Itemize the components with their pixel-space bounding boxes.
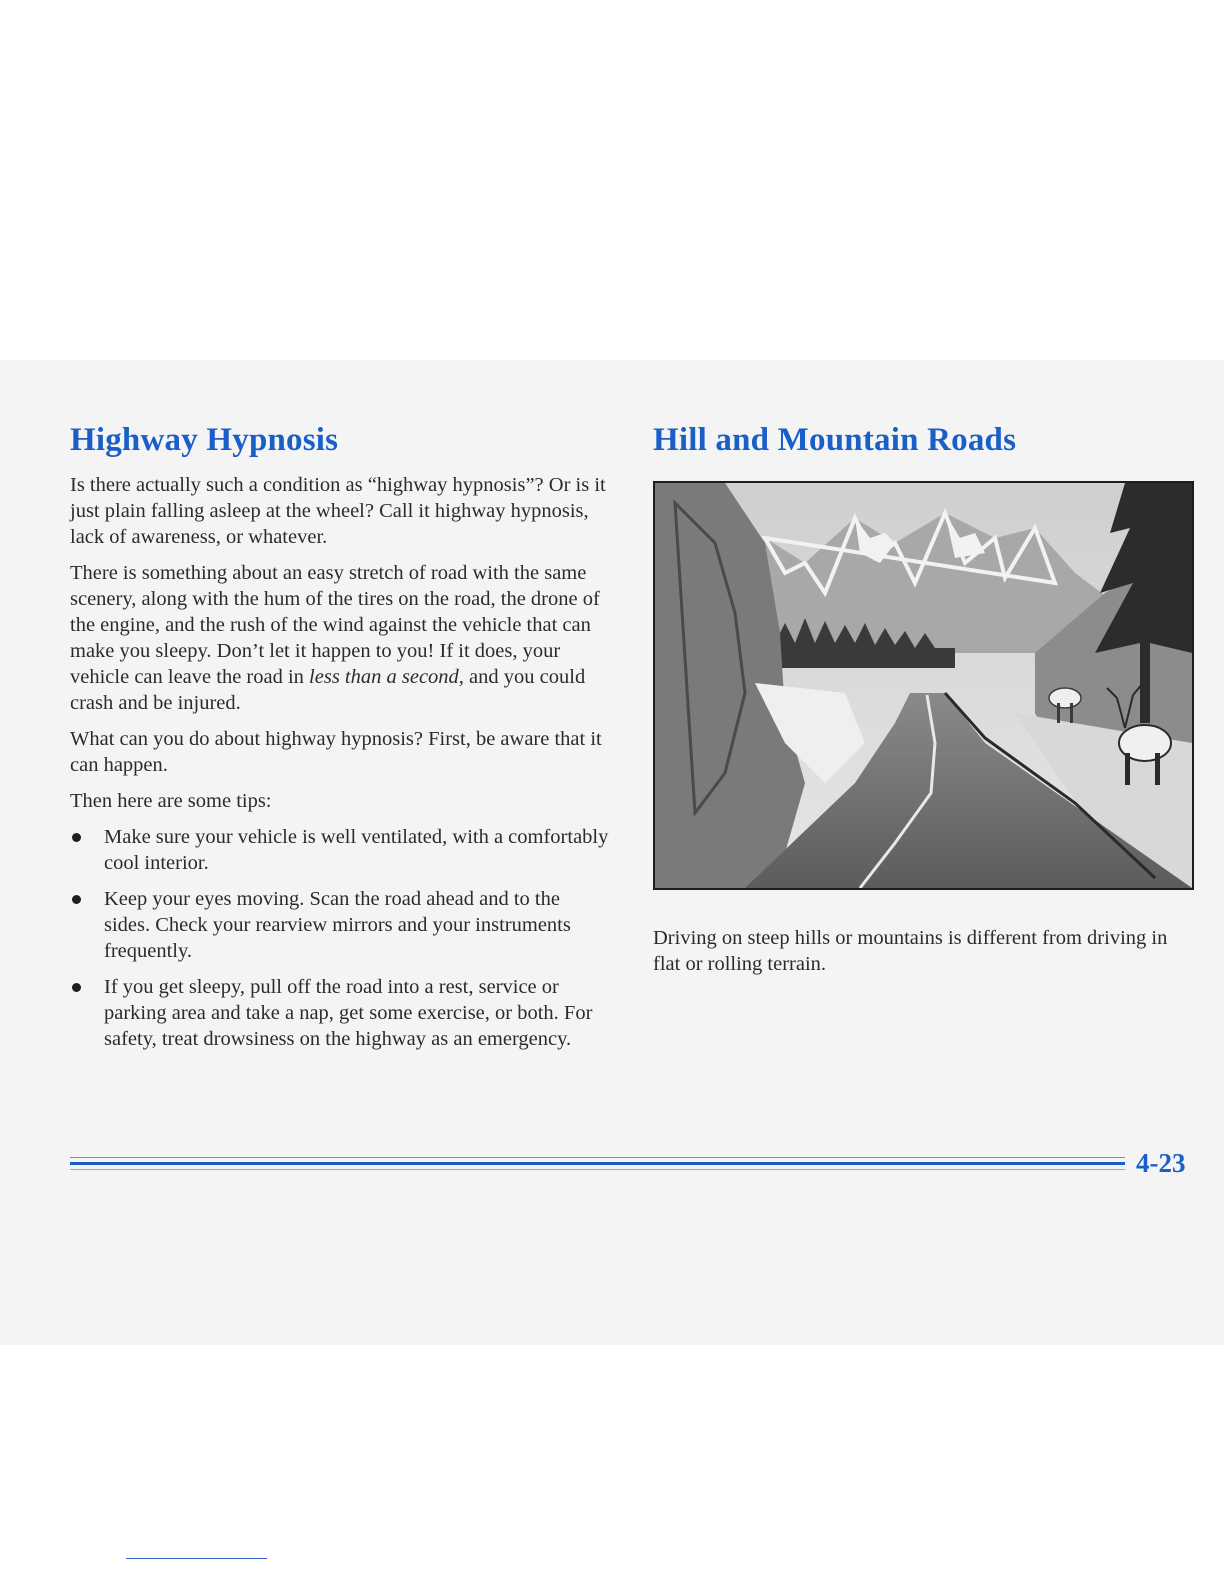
paragraph-tips-intro: Then here are some tips: <box>70 790 272 812</box>
figure-caption <box>653 925 1193 977</box>
bullet-icon <box>72 983 81 992</box>
footer-rule-thick <box>70 1162 1125 1165</box>
left-body <box>70 472 610 1052</box>
footer-rule-thin-bottom <box>70 1169 1125 1170</box>
mountain-road-drawing <box>655 483 1192 888</box>
list-item <box>70 824 610 876</box>
tips-list <box>70 824 610 1052</box>
bullet-icon <box>72 895 81 904</box>
mountain-road-illustration <box>653 481 1194 890</box>
paragraph-sleepy <box>70 560 610 716</box>
section-heading-highway-hypnosis: Highway Hypnosis <box>70 422 339 458</box>
caption-text: Driving on steep hills or mountains is different from driving in flat or rolling terrain. <box>653 927 1168 975</box>
paragraph-intro: Is there actually such a condition as “highway hypnosis”? Or is it just plain falling asleep at the wheel? Call it highway hypnosis, lack of awareness, or whatever. <box>70 474 606 548</box>
paragraph-sleepy-text-a: There is something about an easy stretch of road with the same scenery, along with the hum of the tires on the road, the drone of the engine, and the rush of the wind against the vehicle that can make you sleepy. Don’t let it happen to you! If it does, your vehicle can leave the road in <box>70 562 600 688</box>
paragraph-what-can-you-do: What can you do about highway hypnosis? First, be aware that it can happen. <box>70 728 602 776</box>
page-number: 4-23 <box>1136 1148 1186 1178</box>
section-heading-hill-and-mountain-roads: Hill and Mountain Roads <box>653 422 1017 458</box>
tip-text: Make sure your vehicle is well ventilated, with a comfortably cool interior. <box>104 826 609 874</box>
bottom-divider <box>126 1558 267 1559</box>
footer-rule <box>70 1140 1130 1180</box>
tip-text: Keep your eyes moving. Scan the road ahead and to the sides. Check your rearview mirrors and your instruments frequently. <box>104 888 571 962</box>
left-column <box>70 420 610 1062</box>
list-item <box>70 974 610 1052</box>
footer-rule-thin-top <box>70 1157 1125 1158</box>
tip-text: If you get sleepy, pull off the road into a rest, service or parking area and take a nap, get some exercise, or both. For safety, treat drowsiness on the highway as an emergency. <box>104 976 593 1050</box>
paragraph-sleepy-text-b: , and you could crash and be injured. <box>70 666 586 714</box>
bullet-icon <box>72 833 81 842</box>
emphasis-less-than-a-second: less than a second <box>309 666 459 688</box>
right-column <box>653 420 1193 460</box>
list-item <box>70 886 610 964</box>
